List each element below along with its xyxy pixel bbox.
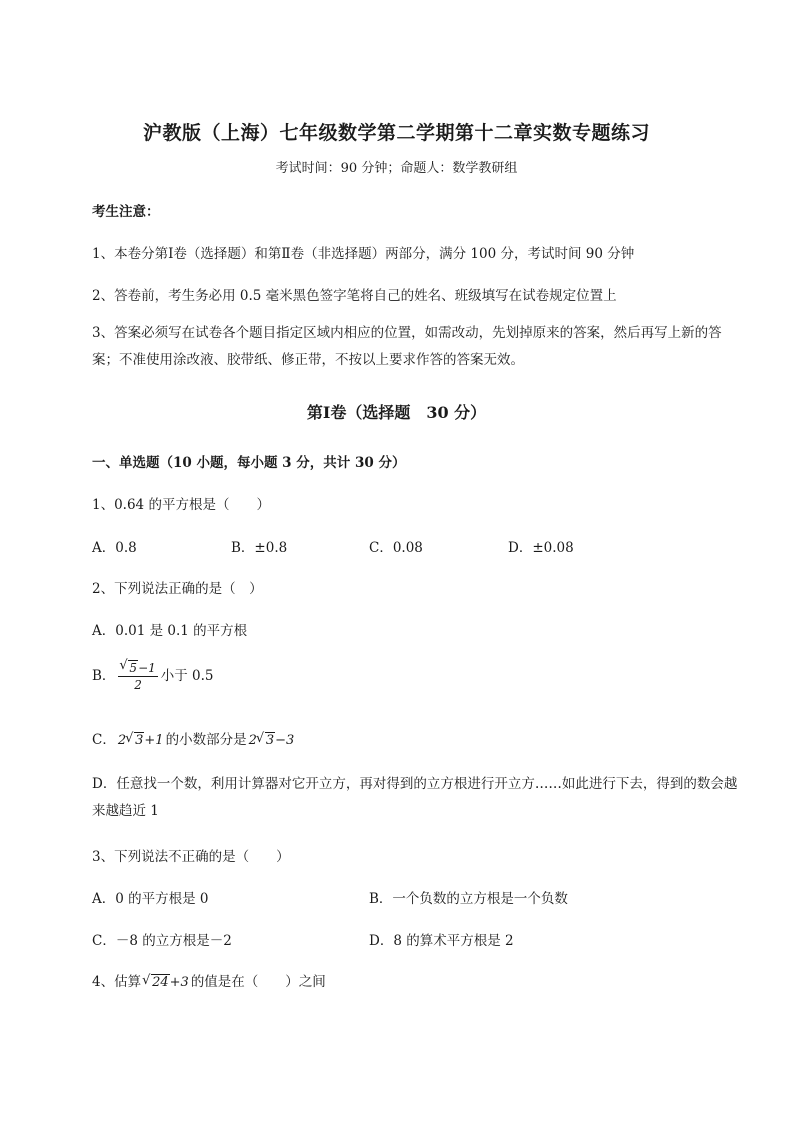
question-2-option-a: A．0.01 是 0.1 的平方根 (92, 623, 248, 639)
expression-rest: +3 (169, 975, 189, 990)
question-3-stem: 3、下列说法不正确的是（ ） (92, 849, 290, 865)
radicand: 3 (265, 733, 275, 748)
section-title: 第Ⅰ卷（选择题 30 分） (306, 403, 487, 422)
expression-1 (118, 733, 164, 748)
question-3-option-d: D．8 的算术平方根是 2 (369, 933, 514, 949)
option-c-middle: 的小数部分是 (165, 732, 247, 748)
option-b-label: B． (92, 668, 116, 684)
stem-suffix: 的值是在（ ）之间 (190, 974, 326, 990)
expression (143, 975, 189, 990)
question-1-option-d: D．±0.08 (508, 540, 574, 556)
notice-item-1: 1、本卷分第Ⅰ卷（选择题）和第Ⅱ卷（非选择题）两部分，满分 100 分，考试时间 90 分钟 (92, 246, 635, 262)
denominator: 2 (134, 678, 142, 692)
notice-item-3: 3、答案必须写在试卷各个题目指定区域内相应的位置，如需改动，先划掉原来的答案，然后再写上新的答案；不准使用涂改液、胶带纸、修正带，不按以上要求作答的答案无效。 (92, 325, 722, 368)
radicand: 3 (135, 733, 144, 748)
question-3-option-a: A．0 的平方根是 0 (92, 891, 209, 907)
question-1-option-b: B．±0.8 (231, 540, 288, 556)
coefficient: 2 (248, 733, 257, 748)
question-2-option-c (92, 728, 296, 748)
expression-rest: −3 (275, 733, 295, 748)
question-1-option-c: C．0.08 (369, 540, 423, 556)
radicand: 24 (152, 975, 169, 990)
radicand: 5 (129, 661, 138, 675)
exam-subtitle: 考试时间：90 分钟；命题人：数学教研组 (275, 161, 518, 176)
fraction (118, 660, 157, 693)
stem-prefix: 4、估算 (92, 974, 142, 990)
question-2-option-b (92, 660, 214, 693)
part-heading: 一、单选题（10 小题，每小题 3 分，共计 30 分） (92, 455, 406, 471)
numerator-rest: −1 (138, 661, 156, 675)
expression-rest: +1 (144, 733, 164, 748)
question-3-option-c: C．－8 的立方根是－2 (92, 933, 232, 949)
option-b-suffix: 小于 0.5 (160, 668, 214, 684)
exam-title: 沪教版（上海）七年级数学第二学期第十二章实数专题练习 (142, 122, 650, 144)
question-2-option-d: D．任意找一个数，利用计算器对它开立方，再对得到的立方根进行开立方……如此进行下去，得到的数会越来越趋近 1 (92, 776, 738, 819)
option-c-label: C． (92, 732, 116, 748)
question-1-option-a: A．0.8 (92, 540, 137, 556)
notice-heading: 考生注意： (92, 204, 160, 220)
question-4-stem (92, 970, 326, 990)
question-3-option-b: B．一个负数的立方根是一个负数 (369, 891, 568, 907)
question-2-stem: 2、下列说法正确的是（ ） (92, 581, 263, 597)
notice-item-2: 2、答卷前，考生务必用 0.5 毫米黑色签字笔将自己的姓名、班级填写在试卷规定位置上 (92, 288, 617, 304)
question-1-stem: 1、0.64 的平方根是（ ） (92, 497, 270, 513)
expression-2 (249, 733, 295, 748)
coefficient: 2 (117, 733, 127, 748)
